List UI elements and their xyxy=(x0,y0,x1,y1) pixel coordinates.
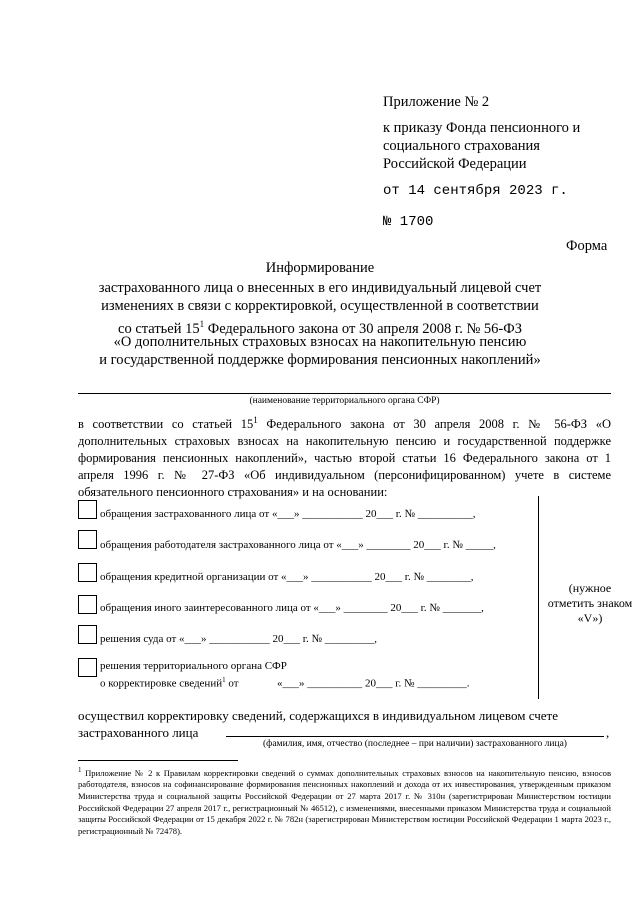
option-insured-person-request: обращения застрахованного лица от «___» ___________ 20___ г. № __________, xyxy=(100,508,476,520)
checkbox-insured-person-request[interactable] xyxy=(78,500,97,519)
insured-person-name-line[interactable] xyxy=(226,736,604,737)
form-label: Форма xyxy=(566,238,608,254)
checkbox-credit-organization-request[interactable] xyxy=(78,563,97,582)
side-note: (нужное отметить знаком «V») xyxy=(547,581,633,625)
option-employer-request: обращения работодателя застрахованного лица от «___» ________ 20___ г. № _____, xyxy=(100,539,496,551)
territorial-organ-caption: (наименование территориального органа СФР) xyxy=(249,396,440,406)
option-territorial-decision-line-2: о корректировке сведений$^1$ от «___» __________ 20___ г. № _________. xyxy=(100,676,470,690)
checkbox-employer-request[interactable] xyxy=(78,530,97,549)
order-line-3: Российской Федерации xyxy=(383,156,527,172)
outcome-line-2: застрахованного лица xyxy=(78,725,199,740)
document-heading: Информирование xyxy=(265,260,375,276)
order-line-1: к приказу Фонда пенсионного и xyxy=(383,120,581,136)
order-date: от 14 сентября 2023 г. xyxy=(383,183,568,199)
footnote: $^1$ Приложение № 2 к Правилам корректировки сведений о суммах дополнительных страховых взносов на накопительную пенсию, взносов работодателя, взносов на софинансирование формирования пенсионных накоплений и дохода от их инвестирования, утвержденным приказом Министерства труда и социальной защиты Российской Федерации от 27 марта 2017 г. № 310н (зарегистрирован Министерством юстиции Российской Федерации 27 апреля 2017 г., регистрационный № 46512), с изменениями, внесенными приказом Министерства труда и социальной защиты Российской Федерации от 15 декабря 2022 г. № 782н (зарегистрирован Министерством юстиции Российской Федерации 1 марта 2023 г., регистрационный № 72478). xyxy=(78,766,611,836)
checkbox-territorial-decision[interactable] xyxy=(78,658,97,677)
outcome-comma: , xyxy=(606,725,610,740)
checkbox-court-decision[interactable] xyxy=(78,625,97,644)
footnote-separator xyxy=(78,760,238,761)
insured-person-caption: (фамилия, имя, отчество (последнее – при наличии) застрахованного лица) xyxy=(263,739,567,749)
title-line-4: «О дополнительных страховых взносах на накопительную пенсию xyxy=(113,334,527,350)
option-court-decision: решения суда от «___» ___________ 20___ г. № _________, xyxy=(100,633,378,645)
territorial-organ-line[interactable] xyxy=(78,393,611,394)
outcome-line-1: осуществил корректировку сведений, содержащихся в индивидуальном лицевом счете xyxy=(78,708,558,723)
order-line-2: социального страхования xyxy=(383,138,540,154)
title-line-3: со статьей $15^1$ Федерального закона от 30 апреля 2008 г. № 56-ФЗ xyxy=(118,319,522,337)
title-line-2: изменениях в связи с корректировкой, осуществленной в соответствии xyxy=(101,298,539,314)
order-number: № 1700 xyxy=(383,214,434,230)
option-credit-organization-request: обращения кредитной организации от «___» ___________ 20___ г. № ________, xyxy=(100,571,474,583)
title-line-5: и государственной поддержке формирования пенсионных накоплений» xyxy=(99,352,541,368)
option-other-party-request: обращения иного заинтересованного лица от «___» ________ 20___ г. № _______, xyxy=(100,602,484,614)
appendix-number: Приложение № 2 xyxy=(383,94,490,110)
intro-paragraph: в соответствии со статьей $15^1$ Федерального закона от 30 апреля 2008 г. № 56-ФЗ «О дополнительных страховых взносах на накопительную пенсию и государственной поддержке формирования пенсионных накоплений», частью второй статьи 16 Федерального закона от 1 апреля 1996 г. № 27-ФЗ «Об индивидуальном (персонифицированном) учете в системе обязательного пенсионного страхования» и на основании: xyxy=(78,415,612,500)
checkbox-other-party-request[interactable] xyxy=(78,595,97,614)
options-divider xyxy=(538,496,539,699)
option-territorial-decision-line-1: решения территориального органа СФР xyxy=(100,660,287,672)
title-line-1: застрахованного лица о внесенных в его индивидуальный лицевой счет xyxy=(98,280,542,296)
